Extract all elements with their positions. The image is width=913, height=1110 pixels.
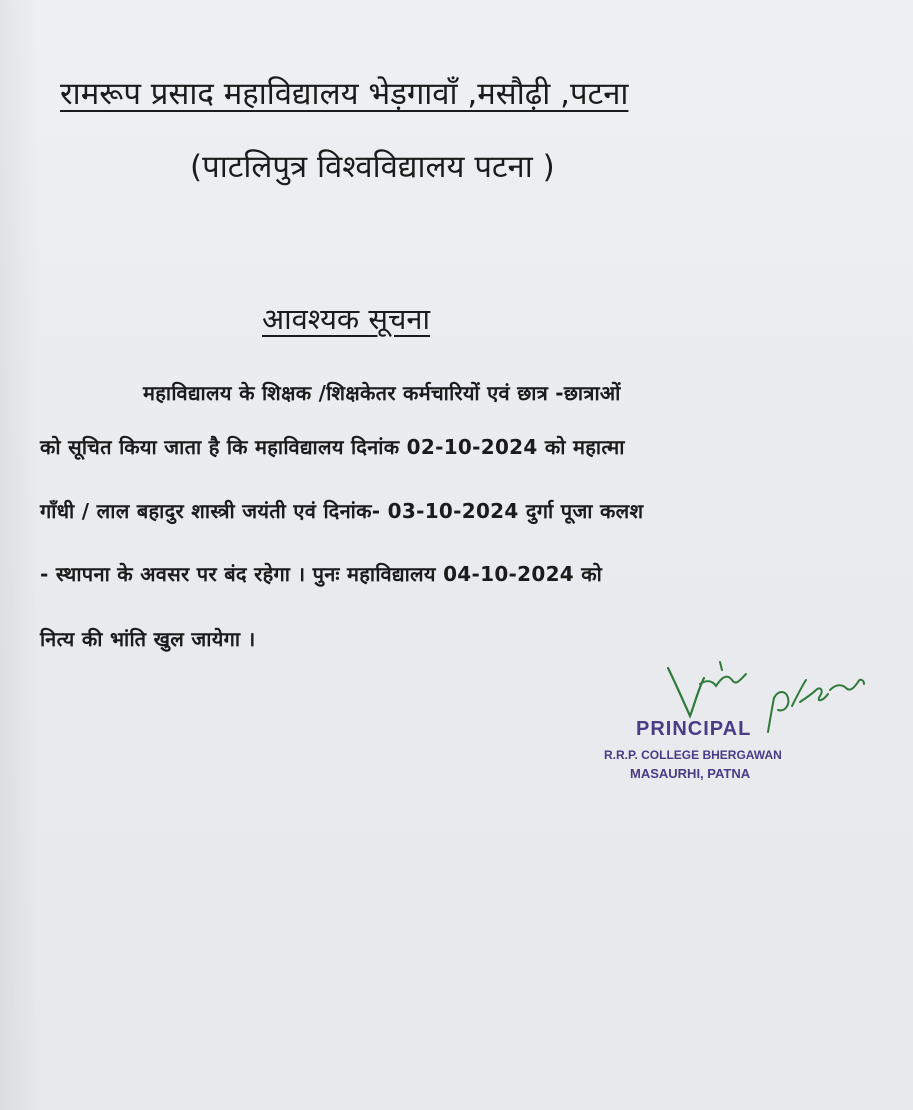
stamp-location: MASAURHI, PATNA — [630, 766, 751, 781]
stamp-college: R.R.P. COLLEGE BHERGAWAN — [604, 748, 782, 762]
notice-line-4: - स्थापना के अवसर पर बंद रहेगा । पुनः महाविद्यालय 04-10-2024 को — [40, 562, 603, 586]
notice-line-2: को सूचित किया जाता है कि महाविद्यालय दिनांक 02-10-2024 को महात्मा — [40, 435, 625, 459]
stamp-title: PRINCIPAL — [636, 718, 752, 740]
notice-line-5: नित्य की भांति खुल जायेगा । — [40, 627, 256, 651]
college-title: रामरूप प्रसाद महाविद्यालय भेड़गावाँ ,मसौढ़ी ,पटना — [60, 76, 629, 112]
notice-line-1: महाविद्यालय के शिक्षक /शिक्षकेतर कर्मचारियों एवं छात्र -छात्राओं — [143, 381, 621, 405]
notice-heading: आवश्यक सूचना — [262, 302, 431, 336]
university-name: (पाटलिपुत्र विश्वविद्यालय पटना ) — [190, 149, 555, 185]
paper-shadow — [0, 0, 40, 1110]
notice-line-3: गाँधी / लाल बहादुर शास्त्री जयंती एवं दिनांक- 03-10-2024 दुर्गा पूजा कलश — [40, 499, 644, 523]
